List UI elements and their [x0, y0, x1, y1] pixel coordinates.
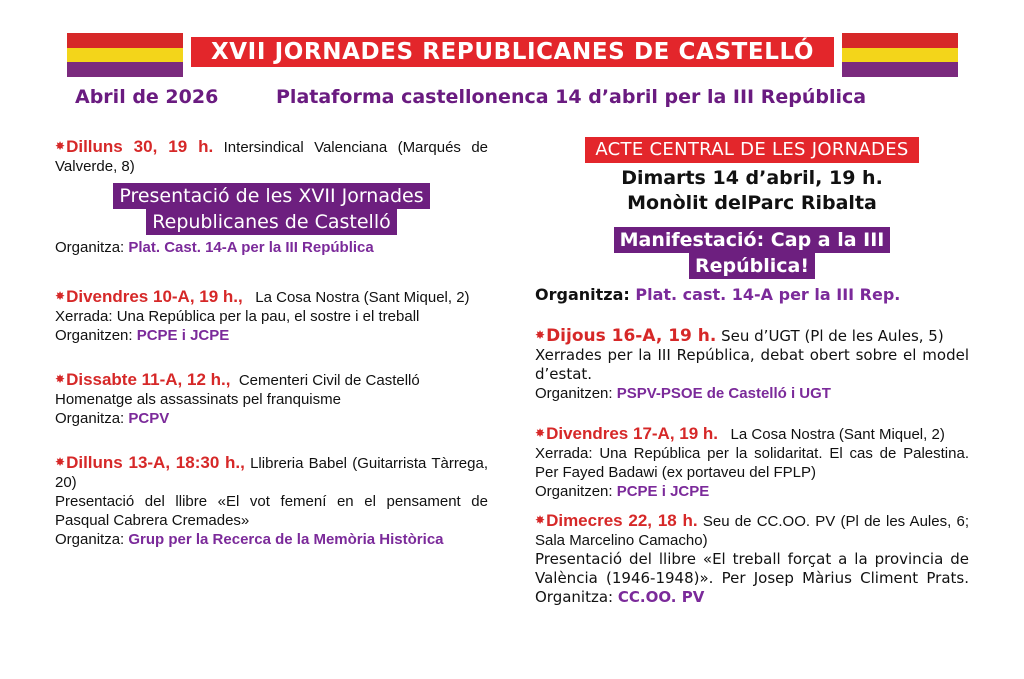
- organizer-name: Grup per la Recerca de la Memòria Històrica: [128, 531, 444, 548]
- event-description: Homenatge als assassinats pel franquisme: [55, 391, 341, 408]
- event-when: Divendres 17-A, 19 h.: [546, 424, 719, 443]
- republican-flag-left: [67, 33, 183, 77]
- republican-flag-right: [842, 33, 958, 77]
- central-act-banner: [535, 137, 969, 163]
- event-item: ✸Divendres 10-A, 19 h., La Cosa Nostra (Sant Miquel, 2): [55, 287, 470, 306]
- event-place: Seu de CC.OO. PV (Pl de les Aules, 6; Sala Marcelino Camacho): [535, 513, 969, 549]
- bullet-star-icon: ✸: [535, 426, 546, 440]
- organizer-name: PCPE i JCPE: [136, 327, 230, 344]
- organizer-name: PSPV-PSOE de Castelló i UGT: [616, 385, 831, 402]
- event-organizer: [55, 530, 488, 549]
- organizer-name: PCPE i JCPE: [616, 483, 710, 500]
- organizer-platform: Plataforma castellonenca 14 d’abril per la III República: [276, 86, 867, 108]
- event-place: La Cosa Nostra (Sant Miquel, 2): [730, 426, 945, 443]
- organizer-label: Organitza:: [55, 410, 125, 427]
- bullet-star-icon: ✸: [55, 455, 66, 469]
- event-item: ✸Dissabte 11-A, 12 h., Cementeri Civil de Castelló: [55, 370, 420, 389]
- event-item: [55, 137, 488, 176]
- poster-title: XVII JORNADES REPUBLICANES DE CASTELLÓ: [191, 37, 834, 67]
- organizer-label: Organitza:: [55, 239, 125, 256]
- event-item: ✸Dilluns 13-A, 18:30 h., Llibreria Babel (Guitarrista Tàrrega, 20): [55, 453, 489, 491]
- event-organizer: [55, 326, 488, 345]
- organizer-label: Organitzen:: [535, 385, 613, 402]
- highlight-line: Republicanes de Castelló: [146, 209, 396, 235]
- event-item: [535, 424, 969, 444]
- organizer-label: Organitza:: [55, 531, 125, 548]
- event-description: Xerrada: Una República per la solidaritat. El cas de Palestina. Per Fayed Badawi (ex portaveu del FPLP): [535, 445, 969, 481]
- central-act-manifestation: [535, 227, 969, 279]
- event-description: Xerrades per la III República, debat obert sobre el model d’estat.: [535, 346, 969, 383]
- highlight-line: Presentació de les XVII Jornades: [113, 183, 429, 209]
- event-place: Llibreria Babel (Guitarrista Tàrrega, 20): [55, 455, 489, 491]
- event-description: Xerrada: Una República per la pau, el sostre i el treball: [55, 308, 420, 325]
- organizer-name: Plat. cast. 14-A per la III Rep.: [635, 285, 901, 304]
- event-organizer: [55, 409, 488, 428]
- event-place: Intersindical Valenciana (Marqués de Valverde, 8): [55, 139, 489, 175]
- organizer-label: Organitzen:: [55, 327, 133, 344]
- manifestation-line: República!: [689, 253, 815, 279]
- right-column: [535, 137, 969, 607]
- organizer-label: Organitza:: [535, 588, 614, 606]
- organizer-name: PCPV: [128, 410, 170, 427]
- event-description: Presentació del llibre «El treball forçat a la provincia de València (1946-1948)». Per Josep Màrius Climent Prats. Organitza: CC.OO. PV: [535, 550, 969, 606]
- event-item: [535, 326, 969, 346]
- event-place: Seu d’UGT (Pl de les Aules, 5): [721, 327, 944, 345]
- event-organizer: [535, 482, 969, 501]
- organizer-label: Organitzen:: [535, 483, 613, 500]
- event-place: Cementeri Civil de Castelló: [238, 372, 420, 389]
- central-act-organizer: [535, 285, 969, 304]
- event-when: Dissabte 11-A, 12 h.: [66, 370, 226, 389]
- central-act-date: Dimarts 14 d’abril, 19 h.: [621, 167, 883, 189]
- event-place: La Cosa Nostra (Sant Miquel, 2): [255, 289, 470, 306]
- organizer-name: CC.OO. PV: [617, 588, 705, 606]
- event-when: Dilluns 30, 19 h.: [66, 137, 214, 156]
- organizer-name: Plat. Cast. 14-A per la III República: [128, 239, 374, 256]
- event-highlight: [55, 183, 488, 235]
- event-when: Dilluns 13-A, 18:30 h.: [66, 453, 241, 472]
- event-organizer: [55, 238, 488, 257]
- event-item: [535, 511, 969, 550]
- event-organizer: [535, 384, 969, 403]
- poster-date: Abril de 2026: [75, 86, 219, 108]
- left-column: [55, 137, 488, 549]
- bullet-star-icon: ✸: [55, 372, 66, 386]
- central-act-place: Monòlit delParc Ribalta: [627, 192, 877, 214]
- bullet-star-icon: ✸: [55, 289, 66, 303]
- bullet-star-icon: ✸: [55, 139, 66, 153]
- event-description: Presentació del llibre «El vot femení en el pensament de Pasqual Cabrera Cremades»: [55, 493, 488, 529]
- event-when: Divendres 10-A, 19 h.: [66, 287, 239, 306]
- organizer-label: Organitza:: [535, 285, 630, 304]
- event-when: Dijous 16-A, 19 h.: [546, 326, 717, 346]
- manifestation-line: Manifestació: Cap a la III: [614, 227, 891, 253]
- event-when: Dimecres 22, 18 h.: [546, 511, 698, 530]
- central-act-label: ACTE CENTRAL DE LES JORNADES: [585, 137, 918, 163]
- bullet-star-icon: ✸: [535, 328, 546, 342]
- bullet-star-icon: ✸: [535, 513, 546, 527]
